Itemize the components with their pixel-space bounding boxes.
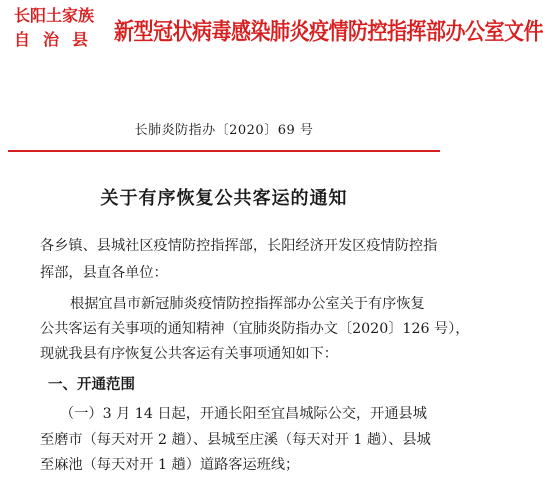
paragraph-1-line-2: 公共客运有关事项的通知精神（宜肺炎防指办文〔2020〕126 号）， <box>40 321 470 337</box>
item-1-line-2: 至磨市（每天对开 2 趟）、县城至庄溪（每天对开 1 趟）、县城 <box>40 432 431 448</box>
notice-title: 关于有序恢复公共客运的通知 <box>100 188 348 209</box>
paragraph-1-line-3: 现就我县有序恢复公共客运有关事项通知如下： <box>40 346 338 362</box>
paragraph-1-line-1: 根据宜昌市新冠肺炎疫情防控指挥部办公室关于有序恢复 <box>70 296 425 312</box>
issuing-county <box>14 4 114 52</box>
section-1-heading: 一、开通范围 <box>48 376 135 393</box>
county-name-line1: 长阳土家族 <box>14 6 95 25</box>
issuing-office-title: 新型冠状病毒感染肺炎疫情防控指挥部办公室文件 <box>114 17 543 45</box>
addressee-line-1: 各乡镇、县城社区疫情防控指挥部，长阳经济开发区疫情防控指 <box>40 238 438 254</box>
red-header <box>14 4 543 68</box>
document-number: 长肺炎防指办〔2020〕69 号 <box>134 123 314 138</box>
item-1-line-3: 至麻池（每天对开 1 趟）道路客运班线； <box>40 457 300 473</box>
red-divider <box>8 150 440 152</box>
addressee-line-2: 挥部，县直各单位： <box>40 265 168 281</box>
county-name-line2: 自治县 <box>14 30 102 49</box>
item-1-line-1: （一）3 月 14 日起，开通长阳至宜昌城际公交，开通县城 <box>60 406 427 422</box>
